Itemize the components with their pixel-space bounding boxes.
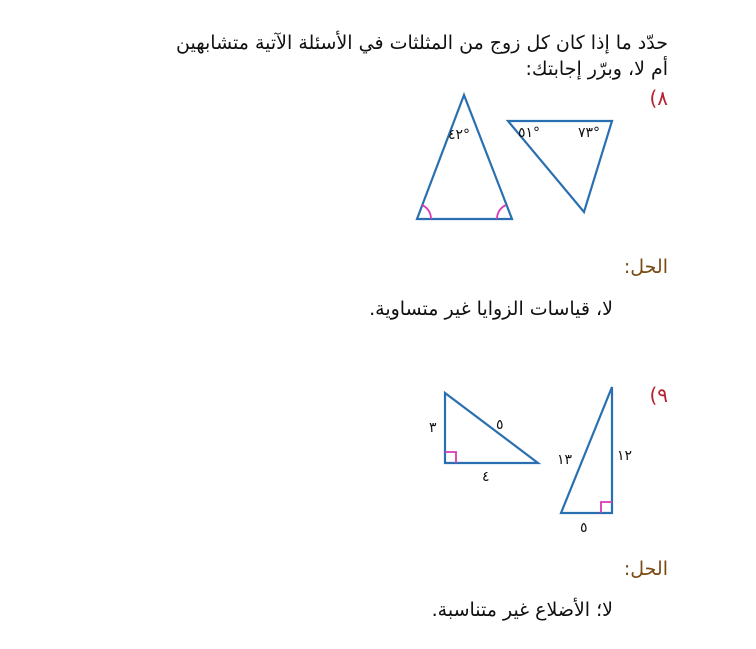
q9-triangle-3-4-5 [429,393,538,485]
question-9-number: ٩) [649,383,668,407]
q8-triangle-left-outline [417,95,512,219]
instruction-line-1: حدّد ما إذا كان كل زوج من المثلثات في الأسئلة الآتية متشابهين [176,32,668,54]
q9-side-label-12: ١٢ [617,448,633,464]
question-8-number: ٨) [649,86,668,110]
q8-inverted-triangle [508,121,612,212]
q8-isosceles-triangle [417,95,512,219]
q9-side-label-5-hyp: ٥ [496,417,504,433]
q8-angle-label-73: ٧٣° [578,125,601,141]
q9-side-label-4: ٤ [482,469,490,485]
q9-side-label-5: ٥ [580,520,588,536]
q8-angle-mark-left [422,205,431,219]
q9-right-angle-mark-right [601,502,612,513]
q8-angle-label-42: ٤٢° [448,127,471,143]
q9-triangle-left-outline [445,393,538,463]
q8-angle-label-51: ٥١° [518,125,541,141]
q9-right-angle-mark-left [445,452,456,463]
q9-answer: لا؛ الأضلاع غير متناسبة. [431,599,613,621]
q8-solution-label: الحل: [623,256,668,278]
q9-triangle-right-outline [561,387,612,513]
q8-answer: لا، قياسات الزوايا غير متساوية. [369,298,613,320]
q9-side-label-3: ٣ [429,420,437,436]
q9-triangle-5-12-13 [557,387,632,536]
q9-solution-label: الحل: [623,558,668,580]
q8-angle-mark-right [497,205,506,219]
instruction-line-2: أم لا، وبرّر إجابتك: [525,58,668,80]
q9-side-label-13: ١٣ [557,452,573,468]
